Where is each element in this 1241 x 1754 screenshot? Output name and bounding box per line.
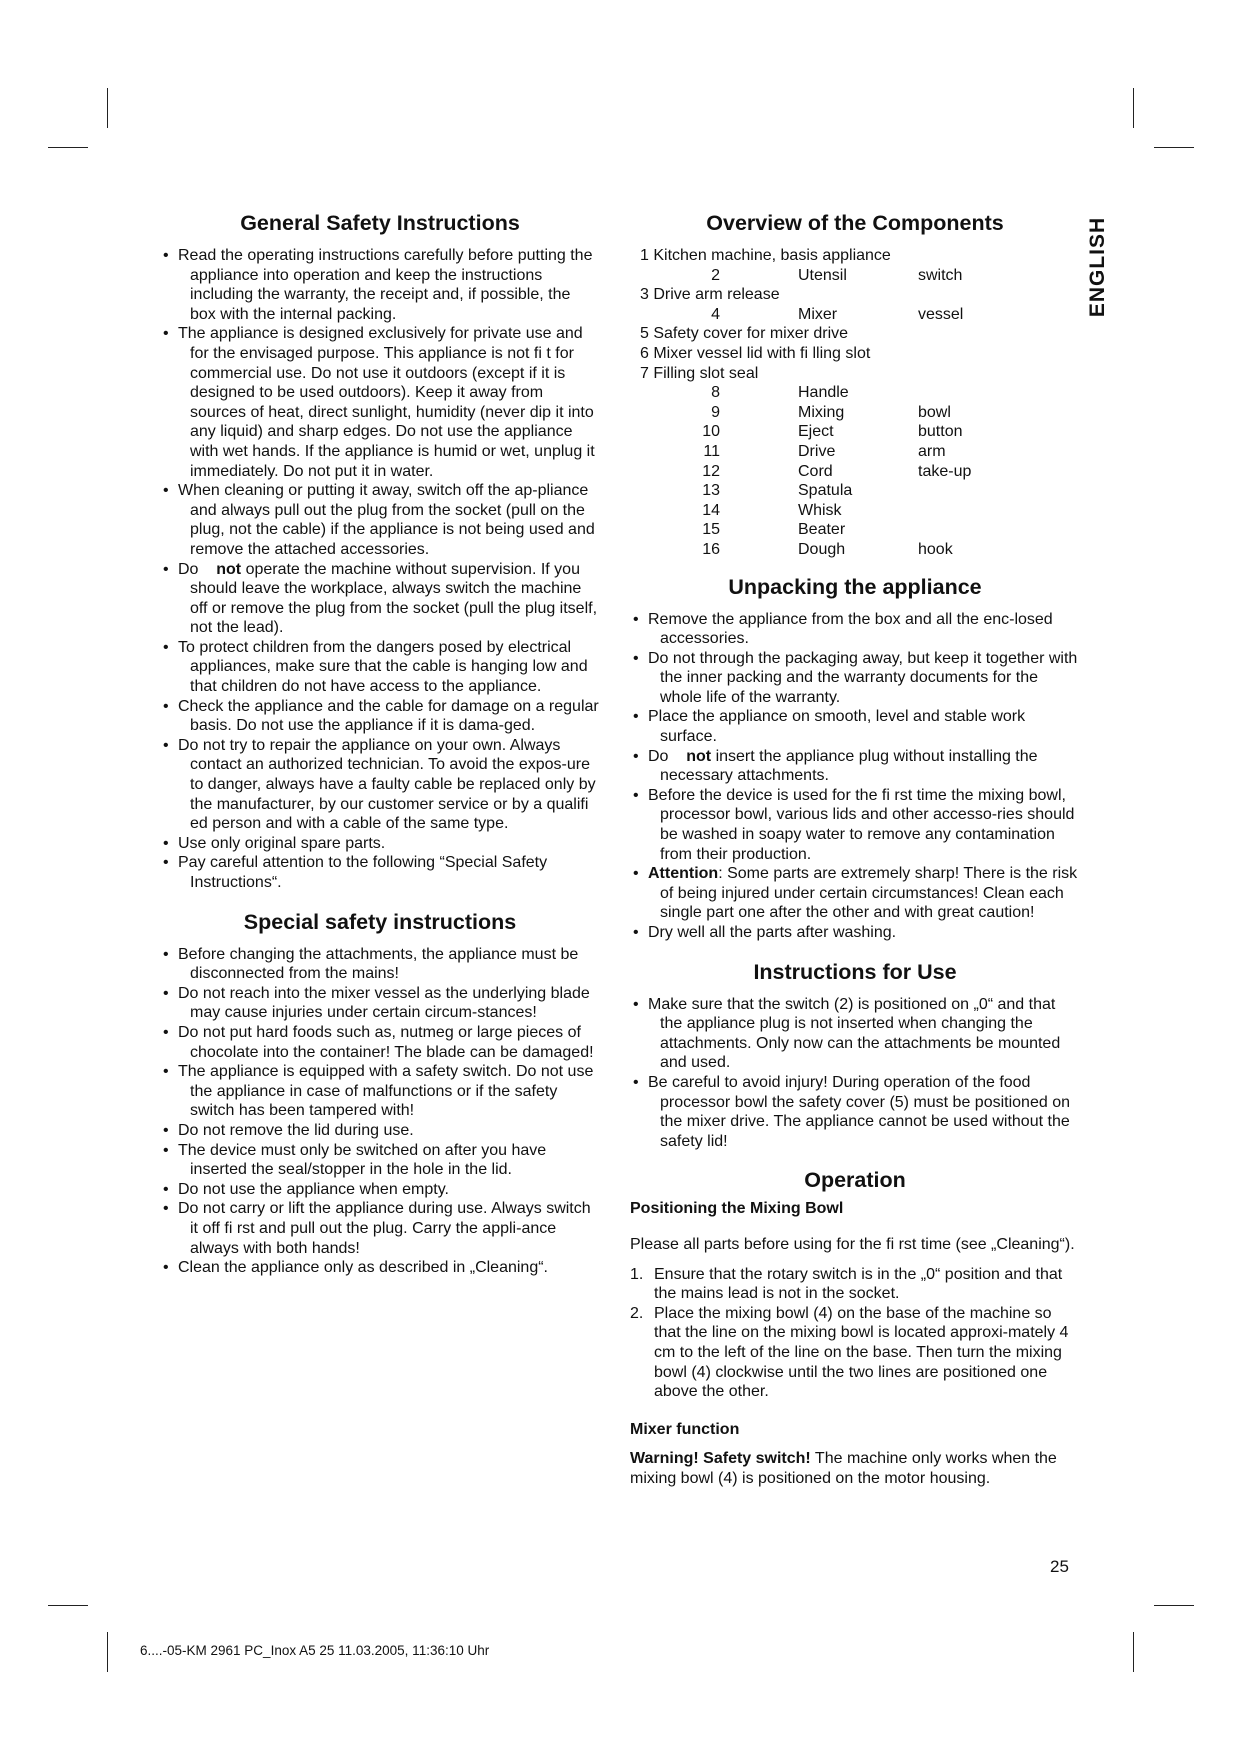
step-number: 1. [630,1265,644,1283]
component-number: 15 [702,521,720,539]
component-word: vessel [918,305,964,323]
text: Do [648,747,669,765]
list-item: • Before changing the attachments, the appliance must be disconnected from the mains! [160,945,600,984]
component-number: 2 [711,266,720,284]
general-safety-title: General Safety Instructions [240,211,520,235]
list-item: • Remove the appliance from the box and all the enc-losed accessories. [630,610,1080,649]
list-item: • Read the operating instructions carefully before putting the appliance into operation and keep the instructions including the warranty, the receipt and, if possible, the box with the internal packing. [160,246,600,324]
component-word: Whisk [798,501,842,519]
list-item: • Do not put hard foods such as, nutmeg or large pieces of chocolate into the container! The blade can be damaged! [160,1023,600,1062]
list-item [630,747,1080,786]
list-item [160,560,600,638]
component-word: arm [918,442,946,460]
component-word: switch [918,266,963,284]
component-row [630,266,1080,286]
text: : Some parts are extremely sharp! There is the risk of being injured under certain circumstances! Clean each single part one after the other and with great caution! [660,865,1078,922]
component-word: take-up [918,462,972,480]
text: operate the machine without supervision. If you should leave the workplace, always switch the machine off or remove the plug from the socket (pull the plug itself, not the lead). [190,560,598,637]
emphasis: Warning! Safety switch! [630,1450,811,1468]
list-item: • Dry well all the parts after washing. [630,923,1080,943]
mixer-warning [630,1449,1080,1488]
instructions-title: Instructions for Use [753,959,957,984]
component-number: 8 [711,384,720,402]
list-item: • Be careful to avoid injury! During operation of the food processor bowl the safety cover (5) must be positioned on the mixer drive. The appliance cannot be used without the safety lid! [630,1073,1080,1151]
component-number: 12 [702,462,720,480]
component-word: Drive [798,442,836,460]
crop-mark [1154,147,1194,148]
component-number: 13 [702,482,720,500]
crop-mark [48,147,88,148]
component-row [630,501,1080,521]
component-word: Eject [798,423,834,441]
step-text: Ensure that the rotary switch is in the „0“ position and that the mains lead is not in the socket. [654,1265,1063,1303]
list-item: • Do not remove the lid during use. [160,1121,600,1141]
list-item [630,1304,1080,1402]
list-item [630,864,1080,923]
component-row [630,285,1080,305]
component-row [630,442,1080,462]
operation-steps [630,1265,1080,1402]
list-item: • Do not reach into the mixer vessel as the underlying blade may cause injuries under certain circum-stances! [160,984,600,1023]
component-word: bowl [918,403,951,421]
text: Do [178,560,199,578]
component-row [630,324,1080,344]
component-row [630,383,1080,403]
component-text: 5 Safety cover for mixer drive [640,325,849,343]
list-item: • The appliance is designed exclusively for private use and for the envisaged purpose. This appliance is not fi t for commercial use. Do not use it outdoors (except if it is designed to be used outdoors). Keep it away from sources of heat, direct sunlight, humidity (never dip it into any liquid) and sharp edges. Do not use the appliance with wet hands. If the appliance is humid or wet, unplug it immediately. Do not put it in water. [160,324,600,481]
component-word: hook [918,540,953,558]
component-number: 4 [711,305,720,323]
list-item: • To protect children from the dangers posed by electrical appliances, make sure that the cable is hanging low and that children do not have access to the appliance. [160,638,600,697]
crop-mark [1133,88,1134,128]
component-number: 16 [702,540,720,558]
component-text: 3 Drive arm release [640,286,780,304]
component-row [630,462,1080,482]
component-word: Beater [798,521,846,539]
component-row [630,481,1080,501]
list-item: • The device must only be switched on after you have inserted the seal/stopper in the hole in the lid. [160,1141,600,1180]
crop-mark [48,1605,88,1606]
crop-mark [107,1632,108,1672]
page-number: 25 [1050,1557,1069,1576]
emphasis: not [216,560,242,578]
component-text: 7 Filling slot seal [640,364,759,382]
list-item: • When cleaning or putting it away, switch off the ap-pliance and always pull out the plug from the socket (pull on the plug, not the cable) if the appliance is not being used and remove the attached accessories. [160,481,600,559]
list-item: • Do not carry or lift the appliance during use. Always switch it off fi rst and pull out the plug. Carry the appli-ance always with both hands! [160,1199,600,1258]
print-footer: 6....-05-KM 2961 PC_Inox A5 25 11.03.2005, 11:36:10 Uhr [140,1643,490,1658]
component-row [630,364,1080,384]
language-tab-label: ENGLISH [1086,216,1109,318]
component-row [630,305,1080,325]
right-column [630,208,1080,1498]
component-row [630,403,1080,423]
mixer-function-subtitle: Mixer function [630,1420,740,1438]
list-item: • Clean the appliance only as described in „Cleaning“. [160,1258,600,1278]
component-word: Spatula [798,482,853,500]
component-row [630,520,1080,540]
component-word: Dough [798,540,846,558]
special-safety-title: Special safety instructions [243,909,517,934]
list-item: • Do not use the appliance when empty. [160,1180,600,1200]
component-row [630,422,1080,442]
component-word: Mixer [798,305,838,323]
step-number: 2. [630,1304,644,1322]
component-number: 11 [703,442,720,460]
crop-mark [1154,1605,1194,1606]
list-item: • Before the device is used for the fi rst time the mixing bowl, processor bowl, various lids and other accesso-ries should be washed in soapy water to remove any contamination from their production. [630,786,1080,864]
emphasis: Attention [648,865,719,883]
step-text: Place the mixing bowl (4) on the base of the machine so that the line on the mixing bowl is located approxi-mately 4 cm to the left of the line on the base. Then turn the mixing bowl (4) clockwise until the two lines are positioned one above the other. [654,1304,1069,1401]
text: insert the appliance plug without installing the necessary attachments. [660,747,1038,785]
component-row [630,344,1080,364]
instructions-list [630,995,1080,1152]
operation-intro: Please all parts before using for the fi rst time (see „Cleaning“). [630,1235,1075,1253]
list-item: • Use only original spare parts. [160,834,600,854]
positioning-subtitle: Positioning the Mixing Bowl [630,1200,844,1218]
left-column [160,208,600,1288]
crop-mark [107,88,108,128]
special-safety-list [160,945,600,1278]
component-word: button [918,423,963,441]
component-word: Cord [798,462,833,480]
language-tab [1085,212,1111,322]
operation-title: Operation [804,1168,906,1193]
list-item: • Make sure that the switch (2) is positioned on „0“ and that the appliance plug is not inserted when changing the attachments. Only now can the attachments be mounted and used. [630,995,1080,1073]
emphasis: not [686,747,712,765]
components-list [630,246,1080,560]
component-number: 9 [711,403,720,421]
crop-mark [1133,1632,1134,1672]
component-text: 1 Kitchen machine, basis appliance [640,247,891,264]
component-word: Utensil [798,266,847,284]
component-row [630,246,1080,266]
component-number: 14 [702,501,720,519]
unpacking-title: Unpacking the appliance [728,574,982,599]
component-row [630,540,1080,560]
unpacking-list [630,610,1080,943]
list-item: • The appliance is equipped with a safety switch. Do not use the appliance in case of malfunctions or if the safety switch has been tampered with! [160,1062,600,1121]
component-text: 6 Mixer vessel lid with fi lling slot [640,344,871,362]
text: The machine only works when the mixing bowl (4) is positioned on the motor housing. [630,1450,1057,1487]
list-item [630,1265,1080,1304]
overview-title: Overview of the Components [706,211,1004,235]
list-item: • Place the appliance on smooth, level and stable work surface. [630,707,1080,746]
component-word: Mixing [798,403,845,421]
list-item: • Pay careful attention to the following “Special Safety Instructions“. [160,853,600,892]
list-item: • Do not through the packaging away, but keep it together with the inner packing and the warranty documents for the whole life of the warranty. [630,649,1080,708]
component-word: Handle [798,384,849,402]
list-item: • Check the appliance and the cable for damage on a regular basis. Do not use the appliance if it is dama-ged. [160,697,600,736]
component-number: 10 [702,423,720,441]
list-item: • Do not try to repair the appliance on your own. Always contact an authorized technician. To avoid the expos-ure to danger, always have a faulty cable be replaced only by the manufacturer, by our customer service or by a qualifi ed person and with a cable of the same type. [160,736,600,834]
general-safety-list [160,246,600,893]
